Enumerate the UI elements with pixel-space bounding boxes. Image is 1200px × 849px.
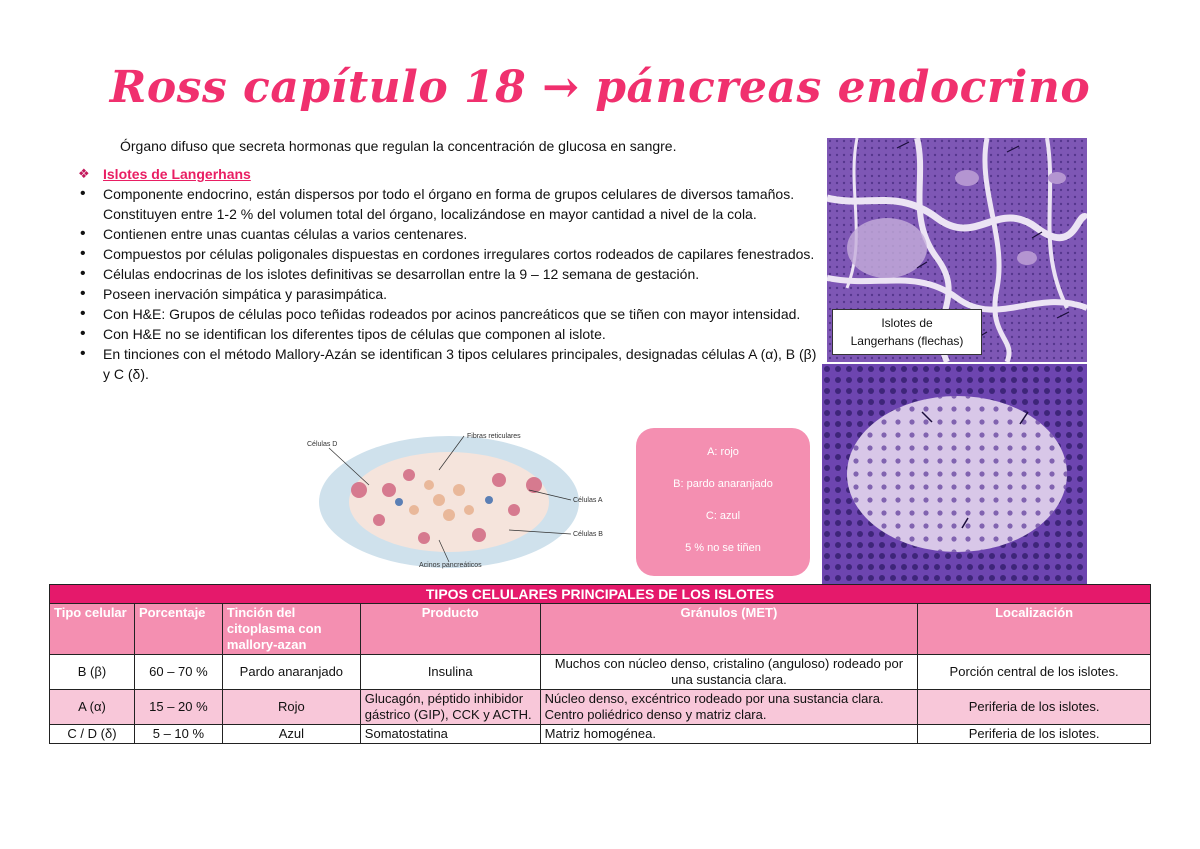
diagram-label-cells-d: Células D (307, 441, 338, 448)
table-row (50, 690, 1151, 725)
table-row (50, 725, 1151, 744)
table-cell: Somatostatina (360, 725, 540, 744)
table-cell: 60 – 70 % (134, 655, 222, 690)
table-cell: Insulina (360, 655, 540, 690)
table-cell: Muchos con núcleo denso, cristalino (anguloso) rodeado por una sustancia clara. (540, 655, 918, 690)
bullet-list (78, 184, 818, 384)
table-cell: Pardo anaranjado (222, 655, 360, 690)
list-item: • En tinciones con el método Mallory-Azán se identifican 3 tipos celulares principales, designadas células A (α), B (β) y C (δ). (78, 344, 818, 384)
list-item: • Con H&E no se identifican los diferentes tipos de células que componen al islote. (78, 324, 818, 344)
legend-a: A: rojo (707, 446, 739, 458)
table-cell: Glucagón, péptido inhibidor gástrico (GIP), CCK y ACTH. (360, 690, 540, 725)
list-item: • Componente endocrino, están dispersos por todo el órgano en forma de grupos celulares de diversos tamaños. Constituyen entre 1-2 % del volumen total del órgano, localizándose en mayor cantidad a nivel de la cola. (78, 184, 818, 224)
table-cell: Matriz homogénea. (540, 725, 918, 744)
page-title: Ross capítulo 18 → páncreas endocrino (109, 62, 1091, 113)
table-caption: TIPOS CELULARES PRINCIPALES DE LOS ISLOTES (50, 585, 1151, 604)
table-cell: Rojo (222, 690, 360, 725)
list-item: • Células endocrinas de los islotes definitivas se desarrollan entre la 9 – 12 semana de gestación. (78, 264, 818, 284)
micrograph-caption (832, 309, 982, 355)
table-header: Producto (360, 604, 540, 655)
table-cell: Núcleo denso, excéntrico rodeado por una sustancia clara. Centro poliédrico denso y matriz clara. (540, 690, 918, 725)
table-header: Localización (918, 604, 1151, 655)
table-cell: A (α) (50, 690, 135, 725)
stain-legend (636, 428, 810, 576)
table-header: Tipo celular (50, 604, 135, 655)
diagram-label-cells-a: Células A (573, 497, 603, 504)
table-cell: C / D (δ) (50, 725, 135, 744)
diagram-label-reticular: Fibras reticulares (467, 433, 521, 440)
section-heading (78, 164, 818, 184)
table-cell: Azul (222, 725, 360, 744)
legend-note: 5 % no se tiñen (685, 542, 761, 554)
micrograph-high-magnification (822, 364, 1087, 584)
bullet-section (78, 164, 818, 384)
micrograph-caption-line2: Langerhans (flechas) (850, 334, 964, 348)
legend-b: B: pardo anaranjado (673, 478, 773, 490)
list-item: • Poseen inervación simpática y parasimpática. (78, 284, 818, 304)
islet-diagram (289, 430, 627, 570)
diamond-bullet-icon: ❖ (78, 166, 90, 181)
intro-text: Órgano difuso que secreta hormonas que regulan la concentración de glucosa en sangre. (120, 138, 677, 154)
micrograph-caption-line1: Islotes de (881, 316, 933, 330)
diagram-label-cells-b: Células B (573, 531, 603, 538)
table-cell: B (β) (50, 655, 135, 690)
table-cell: Porción central de los islotes. (918, 655, 1151, 690)
diagram-label-acini: Acinos pancreáticos (419, 562, 482, 569)
section-heading-text: Islotes de Langerhans (103, 166, 251, 182)
table-cell: 5 – 10 % (134, 725, 222, 744)
legend-c: C: azul (705, 510, 741, 522)
table-header-row (50, 604, 1151, 655)
table-header: Gránulos (MET) (540, 604, 918, 655)
table-row (50, 655, 1151, 690)
list-item: • Contienen entre unas cuantas células a varios centenares. (78, 224, 818, 244)
list-item: • Compuestos por células poligonales dispuestas en cordones irregulares cortos rodeados de capilares fenestrados. (78, 244, 818, 264)
list-item: • Con H&E: Grupos de células poco teñidas rodeados por acinos pancreáticos que se tiñen con mayor intensidad. (78, 304, 818, 324)
table-cell: Periferia de los islotes. (918, 725, 1151, 744)
cell-types-table (49, 584, 1151, 744)
table-header: Tinción del citoplasma con mallory-azan (222, 604, 360, 655)
table-header: Porcentaje (134, 604, 222, 655)
table-cell: 15 – 20 % (134, 690, 222, 725)
table-cell: Periferia de los islotes. (918, 690, 1151, 725)
